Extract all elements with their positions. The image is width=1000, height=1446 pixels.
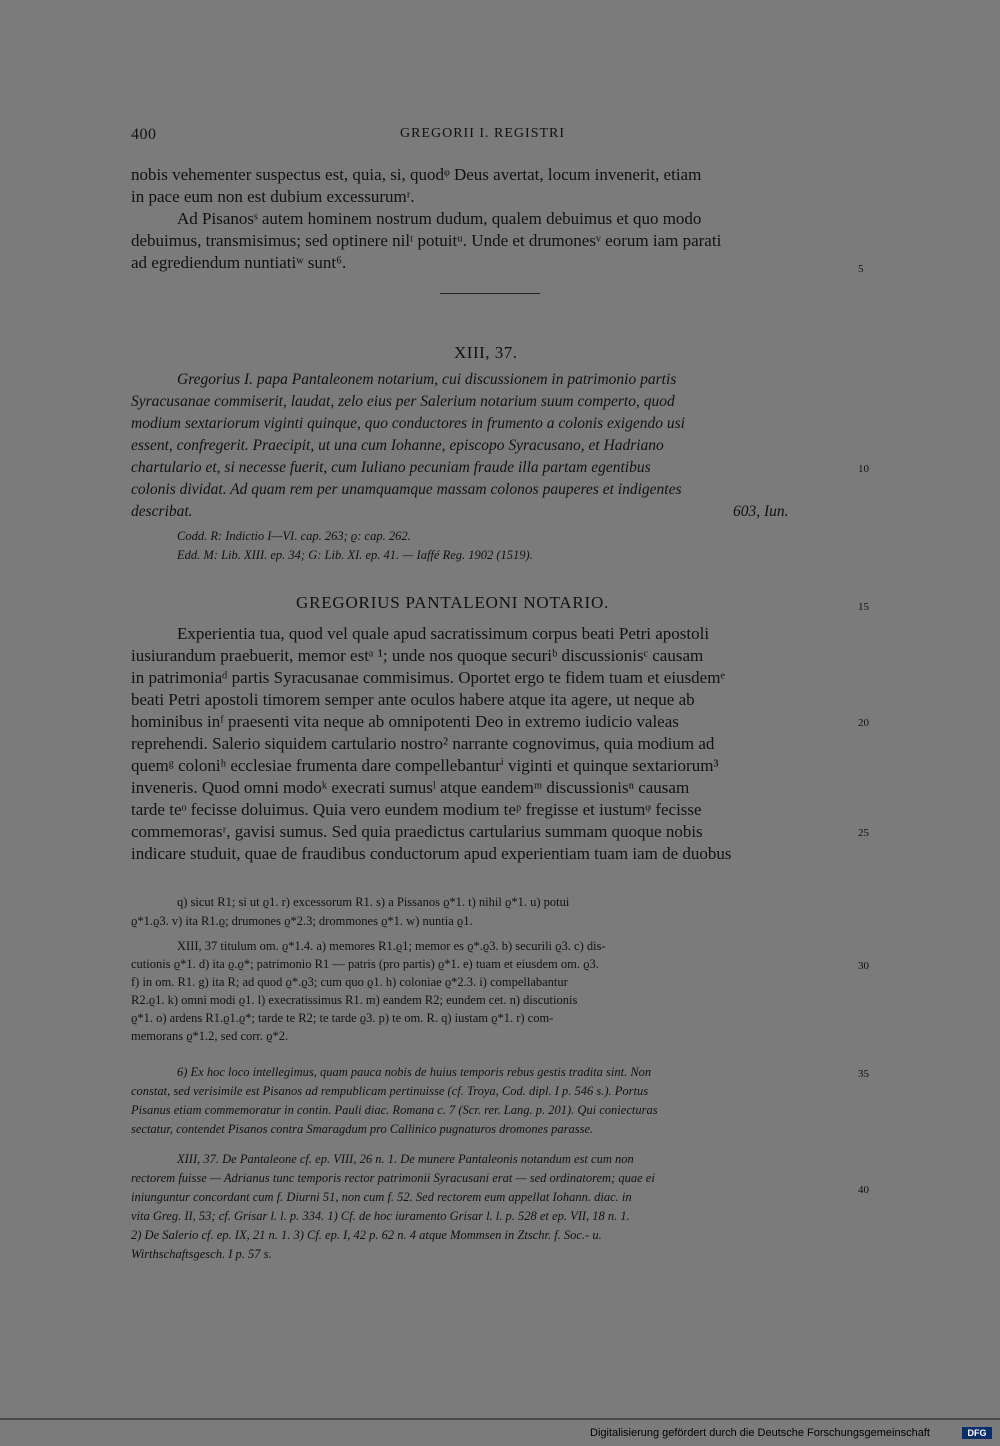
summary-line: Syracusanae commiserit, laudat, zelo eius per Salerium notarium suum comperto, quod: [131, 393, 675, 410]
note-line: XIII, 37. De Pantaleone cf. ep. VIII, 26 n. 1. De munere Pantaleonis notandum est cum non: [177, 1152, 634, 1166]
summary-line: colonis dividat. Ad quam rem per unamquamque massam colonos pauperes et indigentes: [131, 481, 682, 498]
margin-number: 5: [858, 263, 864, 275]
edd-line: Edd. M: Lib. XIII. ep. 34; G: Lib. XI. ep. 41. — Iaffé Reg. 1902 (1519).: [177, 548, 533, 562]
apparatus-line: R2.ϱ1. k) omni modi ϱ1. l) execratissimus R1. m) eandem R2; eundem cet. n) discutionis: [131, 993, 578, 1007]
summary-line: modium sextariorum viginti quinque, quo conductores in frumento a colonis exigendo usi: [131, 415, 685, 432]
codd-line: Codd. R: Indictio I—VI. cap. 263; ϱ: cap. 262.: [177, 529, 411, 543]
margin-number: 20: [858, 717, 869, 729]
text-line: reprehendi. Salerio siquidem cartulario nostro² narrante cognovimus, quia modium ad: [131, 734, 715, 753]
apparatus-line: ϱ*1.ϱ3. v) ita R1.ϱ; drumones ϱ*2.3; drommones ϱ*1. w) nuntia ϱ1.: [131, 914, 473, 928]
summary-line: essent, confregerit. Praecipit, ut una cum Iohanne, episcopo Syracusano, et Hadriano: [131, 437, 664, 454]
running-head: GREGORII I. REGISTRI: [400, 126, 566, 141]
letter-heading: GREGORIUS PANTALEONI NOTARIO.: [296, 593, 610, 612]
summary-line: chartulario et, si necesse fuerit, cum Iuliano pecuniam fraude illa partam egentibus: [131, 459, 651, 476]
note-line: iniunguntur concordant cum f. Diurni 51, non cum f. 52. Sed rectorem eum appellat Iohann. diac. in: [131, 1190, 632, 1204]
text-line: nobis vehementer suspectus est, quia, si, quodᵠ Deus avertat, locum invenerit, etiam: [131, 165, 702, 184]
text-line: hominibus inᶠ praesenti vita neque ab omnipotenti Deo in extremo iudicio valeas: [131, 712, 679, 731]
text-line: commemorasʳ, gavisi sumus. Sed quia praedictus cartularius summam quoque nobis: [131, 822, 703, 841]
apparatus-line: memorans ϱ*1.2, sed corr. ϱ*2.: [131, 1029, 289, 1043]
section-number: XIII, 37.: [454, 343, 518, 362]
note-line: rectorem fuisse — Adrianus tunc temporis rector patrimonii Syracusani erat — sed ordinatorem; quae ei: [131, 1171, 655, 1185]
apparatus-line: cutionis ϱ*1. d) ita ϱ.ϱ*; patrimonio R1 — patris (pro partis) ϱ*1. e) tuam et eiusdem om. ϱ3.: [131, 957, 599, 971]
margin-number: 30: [858, 960, 869, 972]
note-line: Pisanus etiam commemoratur in contin. Pauli diac. Romana c. 7 (Scr. rer. Lang. p. 201). Qui coniecturas: [131, 1103, 658, 1117]
margin-number: 15: [858, 601, 869, 613]
text-line: tarde teᵒ fecisse doluimus. Quia vero eundem modium teᵖ fregisse et iustumᵠ fecisse: [131, 800, 702, 819]
note-line: 2) De Salerio cf. ep. IX, 21 n. 1. 3) Cf. ep. I, 42 p. 62 n. 4 atque Mommsen in Ztschr. f. Soc.- u.: [131, 1228, 602, 1242]
margin-number: 25: [858, 827, 869, 839]
text-line: quemᵍ coloniʰ ecclesiae frumenta dare compellebanturⁱ viginti et quinque sextariorum³: [131, 756, 719, 775]
note-line: vita Greg. II, 53; cf. Grisar l. l. p. 334. 1) Cf. de hoc iuramento Grisar l. l. p. 528 et ep. VII, 18 n. 1.: [131, 1209, 630, 1223]
note-line: sectatur, contendet Pisanos contra Smaragdum pro Callinico pugnaturos dromones parasse.: [131, 1122, 594, 1136]
text-line: Experientia tua, quod vel quale apud sacratissimum corpus beati Petri apostoli: [177, 624, 710, 643]
margin-number: 40: [858, 1184, 869, 1196]
dfg-logo: DFG: [962, 1427, 992, 1439]
apparatus-line: XIII, 37 titulum om. ϱ*1.4. a) memores R1.ϱ1; memor es ϱ*.ϱ3. b) securili ϱ3. c) dis-: [177, 939, 606, 953]
text-line: iusiurandum praebuerit, memor estᵃ ¹; unde nos quoque securiᵇ discussionisᶜ causam: [131, 646, 704, 665]
apparatus-line: q) sicut R1; si ut ϱ1. r) excessorum R1. s) a Pissanos ϱ*1. t) nihil ϱ*1. u) potui: [177, 895, 570, 909]
summary-line: describat.: [131, 503, 193, 520]
funding-credit: Digitalisierung gefördert durch die Deutsche Forschungsgemeinschaft: [590, 1427, 930, 1439]
apparatus-line: f) in om. R1. g) ita R; ad quod ϱ*.ϱ3; cum quo ϱ1. h) coloniae ϱ*2.3. i) compellabantur: [131, 975, 568, 989]
text-line: ad egrediendum nuntiatiʷ sunt⁶.: [131, 253, 347, 272]
text-line: in pace eum non est dubium excessurumʳ.: [131, 187, 415, 206]
note-line: 6) Ex hoc loco intellegimus, quam pauca nobis de huius temporis rebus gestis tradita sint. Non: [177, 1065, 652, 1079]
text-line: in patrimoniaᵈ partis Syracusanae commisimus. Oportet ergo te fidem tuam et eiusdemᵉ: [131, 668, 725, 687]
text-line: beati Petri apostoli timorem semper ante oculos habere atque ita agere, ut neque ab: [131, 690, 695, 709]
text-line: indicare studuit, quae de fraudibus conductorum apud experientiam tuam iam de duobus: [131, 844, 732, 863]
summary-line: Gregorius I. papa Pantaleonem notarium, cui discussionem in patrimonio partis: [177, 371, 677, 388]
text-line: inveneris. Quod omni modoᵏ execrati sumusˡ atque eandemᵐ discussionisⁿ causam: [131, 778, 690, 797]
footer-rule: [0, 1418, 1000, 1420]
text-line: debuimus, transmisimus; sed optinere nilᵗ potuitᵘ. Unde et drumonesᵛ eorum iam parati: [131, 231, 722, 250]
section-divider: [440, 293, 540, 294]
note-line: Wirthschaftsgesch. I p. 57 s.: [131, 1247, 272, 1261]
note-line: constat, sed verisimile est Pisanos ad rempublicam pertinuisse (cf. Troya, Cod. dipl. I p. 546 s.). Portus: [131, 1084, 649, 1098]
margin-number: 10: [858, 463, 869, 475]
margin-number: 35: [858, 1068, 869, 1080]
apparatus-line: ϱ*1. o) ardens R1.ϱ1.ϱ*; tarde te R2; te tarde ϱ3. p) te om. R. q) iustam ϱ*1. r) com-: [131, 1011, 554, 1025]
page-number: 400: [131, 126, 157, 143]
letter-date: 603, Iun.: [733, 503, 789, 520]
text-line: Ad Pisanosˢ autem hominem nostrum dudum, qualem debuimus et quo modo: [177, 209, 702, 228]
